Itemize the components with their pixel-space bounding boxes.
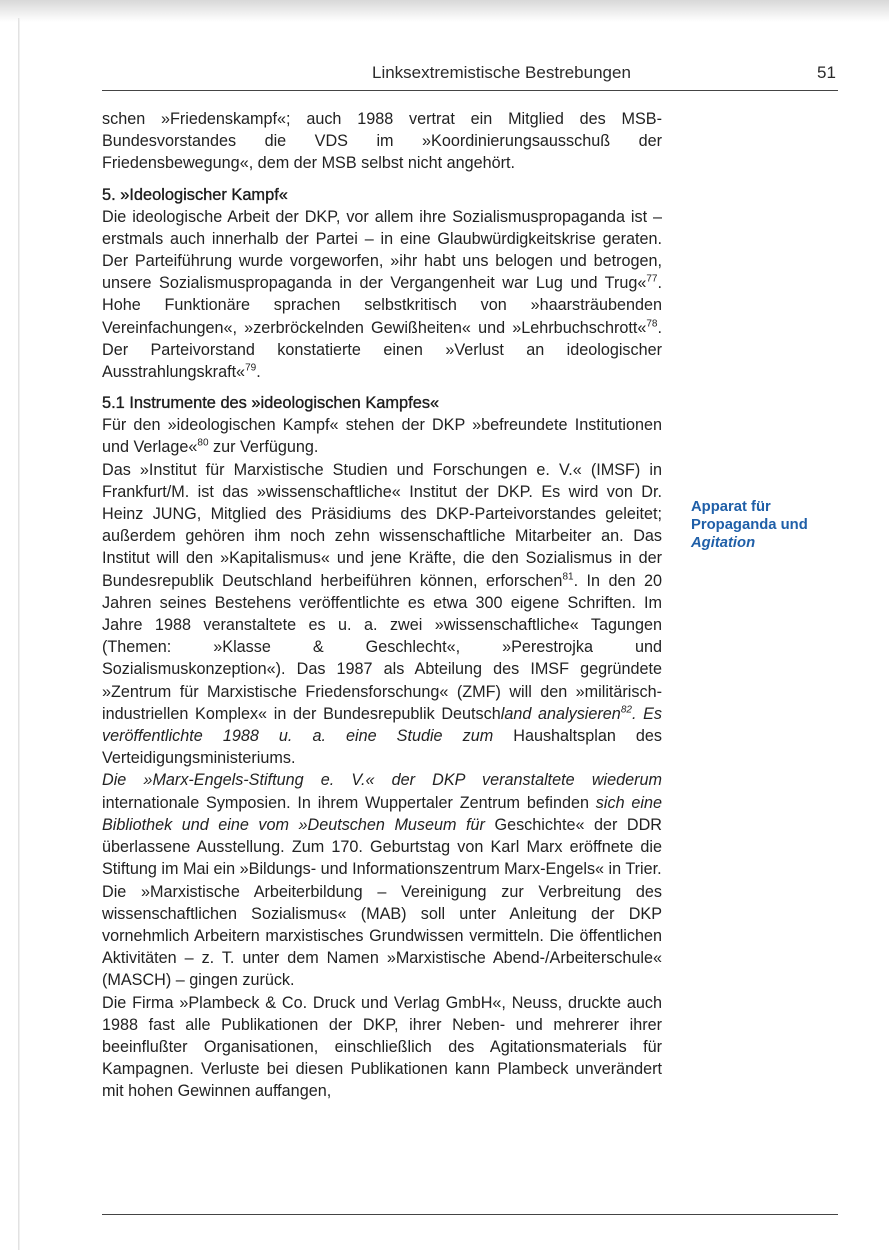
text-run: Geschichte« der DDR überlassene Ausstellung. Zum 170. Geburtstag von Karl Marx eröffnete die Stiftung im Mai ein »Bildungs- und Informationszentrum Marx-Engels« in Trier. xyxy=(102,815,662,879)
text-run: Die ideologische Arbeit der DKP, vor allem ihre Sozialismuspropaganda ist – erstmals auch innerhalb der Partei – in eine Glaubwürdigkeitskrise geraten. Der Parteiführung wurde vorgeworfen, »ihr habt uns belogen und betrogen, unsere Sozialismuspropaganda in der Vergangenheit war Lug und Trug« xyxy=(102,207,662,293)
section-5-paragraph xyxy=(102,206,662,384)
text-run: internationale Symposien. In ihrem Wuppertaler Zentrum befinden xyxy=(102,793,596,812)
margin-note-line: Propaganda und xyxy=(691,517,808,533)
scan-top-shadow xyxy=(0,0,889,22)
footer-rule xyxy=(102,1214,838,1215)
body-column xyxy=(102,108,662,1103)
margin-note-line: Apparat für xyxy=(691,499,771,515)
scan-left-edge xyxy=(18,18,20,1250)
text-run-italic: . Es veröffentlichte 1988 u. a. eine Studie zum xyxy=(102,704,663,746)
text-run: zur Verfügung. xyxy=(208,438,319,457)
text-run-italic: Die »Marx-Engels-Stiftung e. V.« der DKP veranstaltete wiederum xyxy=(102,771,662,790)
text-run: Das »Institut für Marxistische Studien und Forschungen e. V.« (IMSF) in Frankfurt/M. ist das »wissenschaftliche« Institut der DKP. Es wird von Dr. Heinz JUNG, Mitglied des Präsidiums des DKP-Parteivorstandes geleitet; außerdem gehören ihm noch zehn wissenschaftliche Mitarbeiter an. Das Institut will den »Kapitalismus« und jene Kräfte, die den Sozialismus in der Bundesrepublik Deutschland herbeiführen können, erforschen xyxy=(102,460,662,590)
footnote-ref-80: 80 xyxy=(197,438,209,450)
footnote-ref-81: 81 xyxy=(562,571,574,583)
text-run: . xyxy=(256,363,261,382)
text-run-italic: land analysieren xyxy=(500,704,621,723)
text-run-italic: sich eine Bibliothek und eine vom »Deutschen Museum für xyxy=(102,793,662,834)
paragraph-institutions xyxy=(102,414,662,458)
text-run: . Hohe Funktionäre sprachen selbstkritisch von »haarsträubenden Vereinfachungen«, »zerbröckelnden Gewißheiten« und »Lehrbuchschrott« xyxy=(102,274,662,337)
text-run: . Der Parteivorstand konstatierte einen »Verlust an ideologischer Ausstrahlungskraft« xyxy=(102,318,662,382)
page-number: 51 xyxy=(817,63,836,82)
section-heading-5-1: 5.1 Instrumente des »ideologischen Kampfes« xyxy=(102,394,440,413)
paragraph-plambeck: Die Firma »Plambeck & Co. Druck und Verlag GmbH«, Neuss, druckte auch 1988 fast alle Publikationen der DKP, ihrer Neben- und mehrerer ihrer beeinflußter Organisationen, einschließlich des Agitationsmaterials für Kampagnen. Verluste bei diesen Publikationen kann Plambeck unverändert mit hohen Gewinnen auffangen, xyxy=(102,993,662,1101)
footnote-ref-79: 79 xyxy=(245,362,257,374)
intro-paragraph: schen »Friedenskampf«; auch 1988 vertrat ein Mitglied des MSB-Bundesvorstandes die VDS im »Koordinierungsausschuß der Friedensbewegung«, dem der MSB selbst nicht angehört. xyxy=(102,110,662,173)
footnote-ref-82: 82 xyxy=(620,704,632,716)
margin-note-line: Agitation xyxy=(691,535,756,551)
paragraph-mab: Die »Marxistische Arbeiterbildung – Vereinigung zur Verbreitung des wissenschaftlichen Sozialismus« (MAB) soll unter Anleitung der DKP vornehmlich Arbeitern marxistisches Grundwissen vermitteln. Die öffentlichen Aktivitäten – z. T. unter dem Namen »Marxistische Abend-/Arbeiterschule« (MASCH) – gingen zurück. xyxy=(102,882,662,990)
paragraph-marx-engels-stiftung xyxy=(102,769,662,880)
paragraph-imsf xyxy=(102,459,662,770)
text-run: Haushaltsplan des Verteidigungsministeriums. xyxy=(102,727,662,768)
footnote-ref-77: 77 xyxy=(646,273,658,285)
text-run: Für den »ideologischen Kampf« stehen der DKP »befreundete Institutionen und Verlage« xyxy=(102,416,662,457)
header-rule xyxy=(102,90,838,91)
footnote-ref-78: 78 xyxy=(646,318,658,330)
text-run: . In den 20 Jahren seines Bestehens veröffentlichte es etwa 300 eigene Schriften. Im Jahre 1988 veranstaltete es u. a. zwei »wissenschaftliche« Tagungen (Themen: »Klasse & Geschlecht«, »Perestrojka und Sozialismuskonzeption«). Das 1987 als Abteilung des IMSF gegründete »Zentrum für Marxistische Friedensforschung« (ZMF) will den »militärisch-industriellen Komplex« in der Bundesrepublik Deutsch xyxy=(102,571,662,723)
section-heading-5: 5. »Ideologischer Kampf« xyxy=(102,185,288,204)
running-head: Linksextremistische Bestrebungen xyxy=(372,63,631,82)
margin-note xyxy=(691,498,841,552)
